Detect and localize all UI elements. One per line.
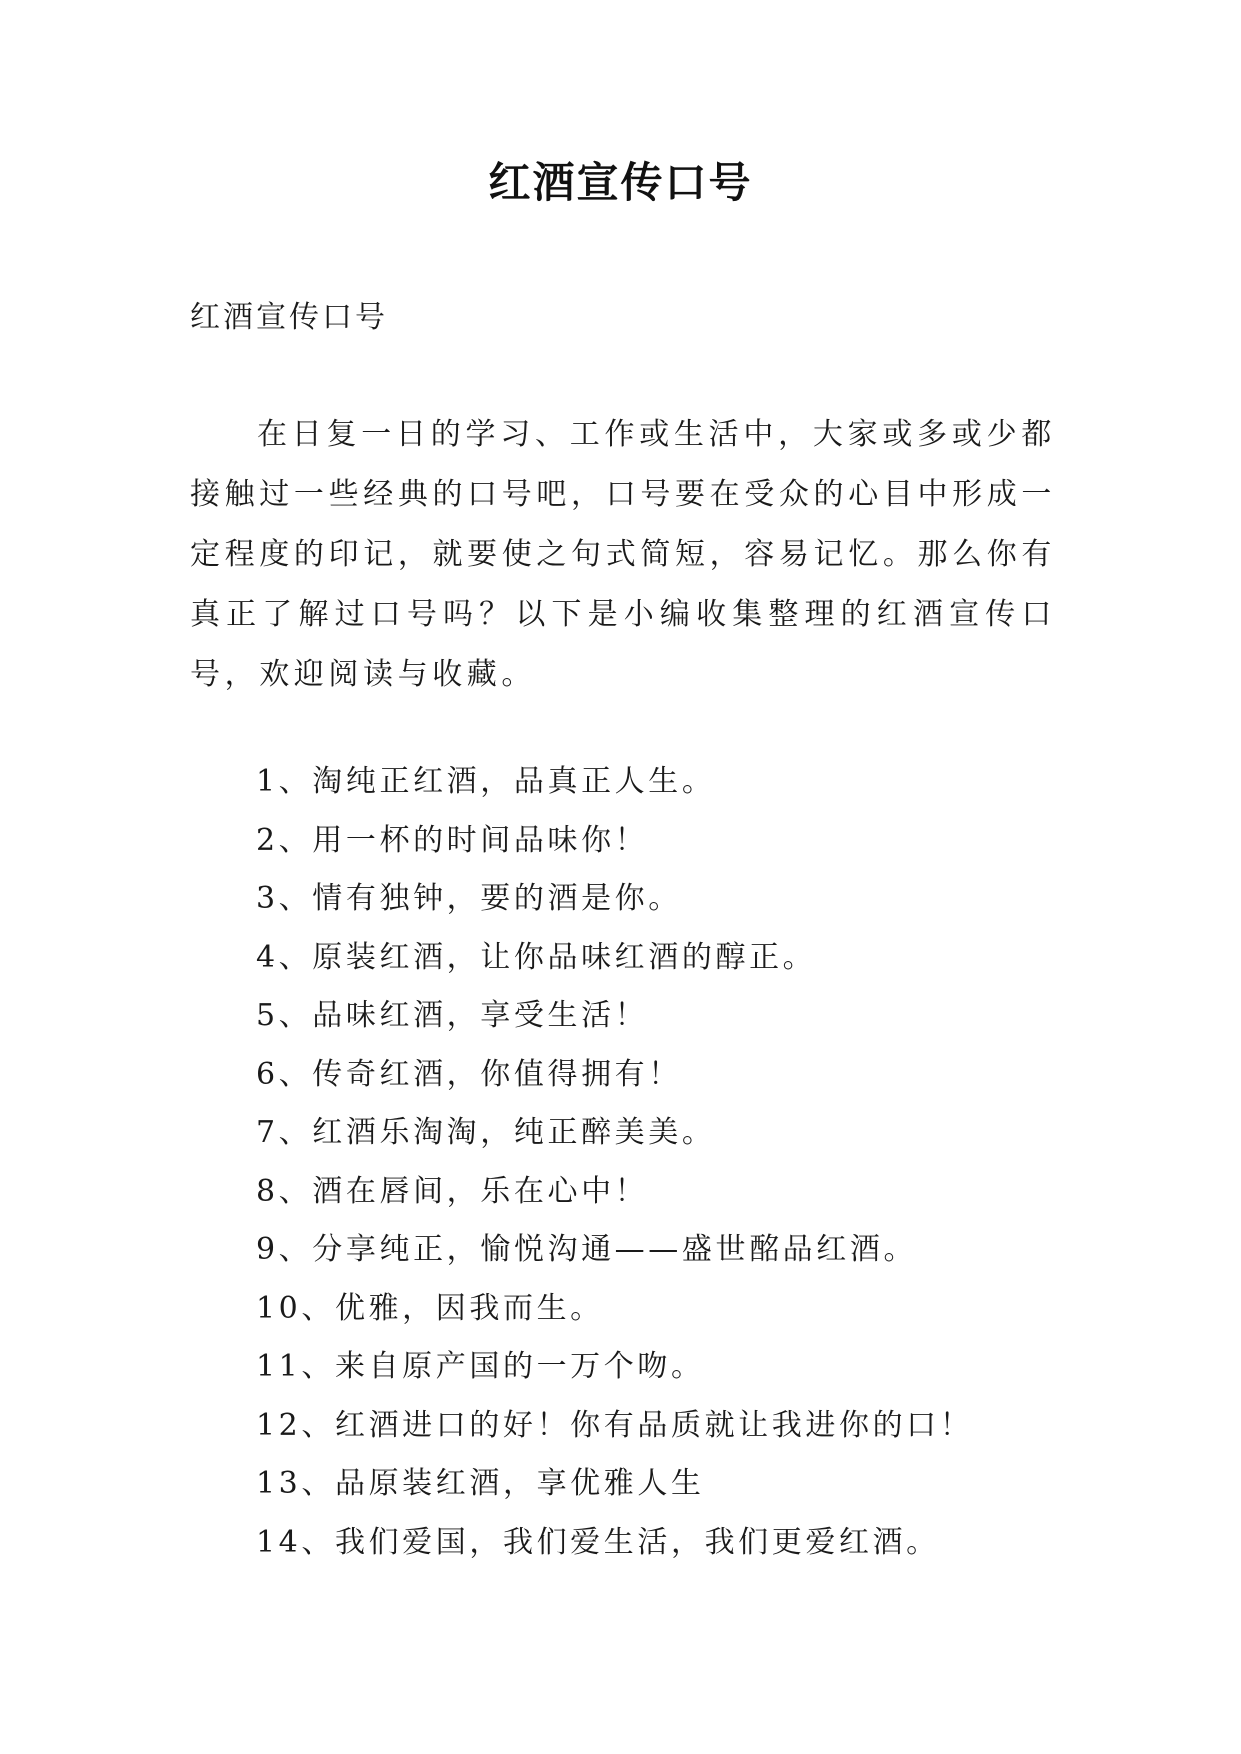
slogan-item: 3、情有独钟，要的酒是你。 <box>256 881 682 916</box>
slogan-item: 10、优雅，因我而生。 <box>256 1290 604 1326</box>
slogan-item: 1、淘纯正红酒，品真正人生。 <box>256 764 716 799</box>
slogan-item: 8、酒在唇间，乐在心中！ <box>256 1173 649 1209</box>
slogan-item: 6、传奇红酒，你值得拥有！ <box>256 1056 682 1092</box>
slogan-item: 13、品原装红酒，享优雅人生 <box>256 1466 705 1501</box>
slogan-item: 2、用一杯的时间品味你！ <box>256 822 649 858</box>
slogan-item: 5、品味红酒，享受生活！ <box>256 998 649 1033</box>
slogan-item: 9、分享纯正，愉悦沟通——盛世酩品红酒。 <box>256 1232 918 1267</box>
slogan-item: 14、我们爱国，我们爱生活，我们更爱红酒。 <box>256 1524 940 1560</box>
document-subtitle: 红酒宣传口号 <box>190 300 388 335</box>
document-title: 红酒宣传口号 <box>488 158 753 207</box>
slogan-item: 7、红酒乐淘淘，纯正醉美美。 <box>256 1115 716 1150</box>
intro-paragraph: 在日复一日的学习、工作或生活中，大家或多或少都接触过一些经典的口号吧，口号要在受众的心目中形成一定程度的印记，就要使之句式简短，容易记忆。那么你有真正了解过口号吗？以下是小编收集整理的红酒宣传口号，欢迎阅读与收藏。 <box>190 417 1056 692</box>
slogan-item: 4、原装红酒，让你品味红酒的醇正。 <box>256 939 817 975</box>
slogan-item: 11、来自原产国的一万个吻。 <box>256 1349 705 1384</box>
slogan-list <box>256 753 973 1572</box>
slogan-item: 12、红酒进口的好！你有品质就让我进你的口！ <box>256 1407 974 1443</box>
